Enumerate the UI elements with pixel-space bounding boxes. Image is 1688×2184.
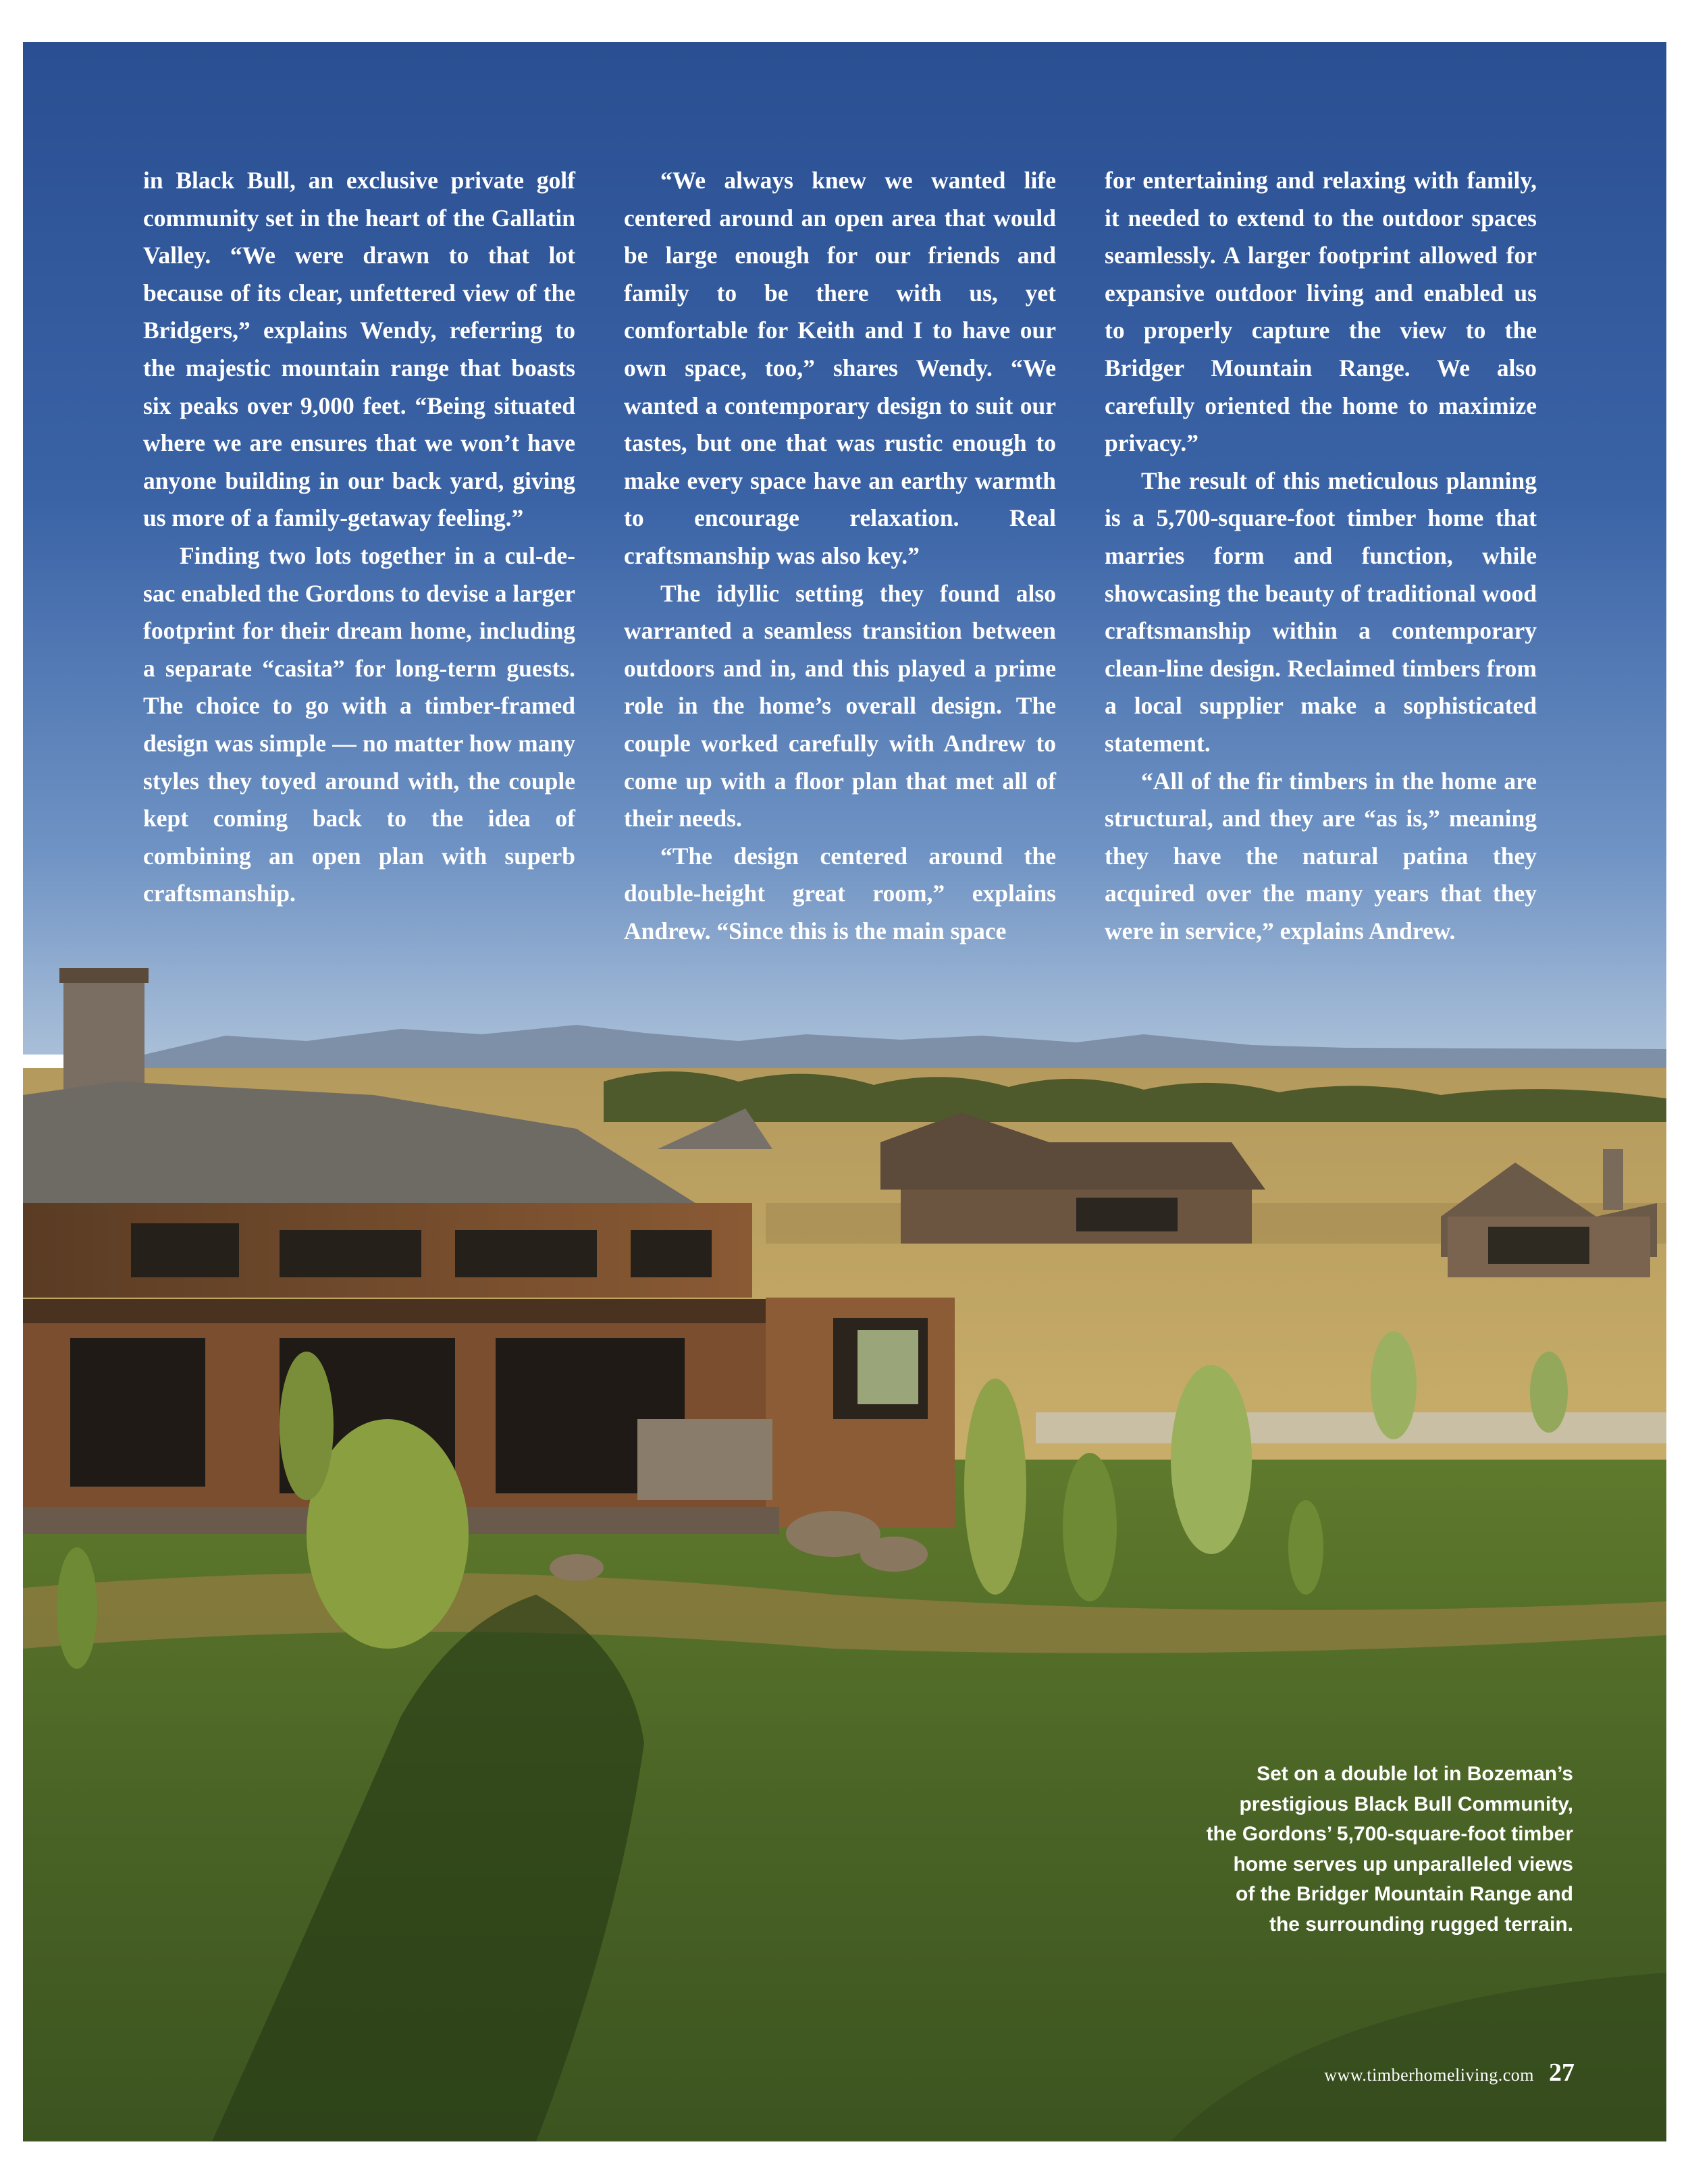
text-column-1 (143, 162, 575, 913)
website-url: www.timberhomeliving.com (1324, 2065, 1534, 2085)
photo-spread (23, 42, 1666, 2141)
page-footer (1324, 2058, 1575, 2087)
paragraph: “We always knew we wanted life centered around an open area that would be large enough for our friends and family to be there with us, yet comfortable for Keith and I to have our own space, too,” shares Wendy. “We wanted a contemporary design to suit our tastes, but one that was rustic enough to make every space have an earthy warmth to encourage relaxation. Real craftsmanship was also key.” (624, 167, 1056, 569)
page-number: 27 (1549, 2058, 1575, 2087)
caption-line: Set on a double lot in Bozeman’s (1257, 1763, 1573, 1785)
photo-caption (1141, 1759, 1573, 1940)
caption-line: home serves up unparalleled views (1233, 1853, 1573, 1875)
paragraph: Finding two lots together in a cul-de-sac enabled the Gordons to devise a larger footprint for their dream home, including a separate “casita” for long-term guests. The choice to go with a timber-framed design was simple — no matter how many styles they toyed around with, the couple kept coming back to the idea of combining an open plan with superb craftsmanship. (143, 541, 575, 907)
paragraph: The idyllic setting they found also warranted a seamless transition between outdoors and in, and this played a prime role in the home’s overall design. The couple worked carefully with Andrew to come up with a floor plan that met all of their needs. (624, 579, 1056, 832)
caption-line: the surrounding rugged terrain. (1269, 1913, 1573, 1936)
outdoor-kitchen (637, 1419, 772, 1500)
timber-beam (23, 1299, 766, 1323)
gravel-path (1036, 1412, 1666, 1443)
text-column-2 (624, 162, 1056, 950)
paragraph: for entertaining and relaxing with family, it needed to extend to the outdoor spaces seamlessly. A larger footprint allowed for expansive outdoor living and enabled us to properly capture the view to the Bridger Mountain Range. We also carefully oriented the home to maximize privacy.” (1105, 167, 1537, 457)
text-column-3 (1105, 162, 1537, 950)
paragraph: “The design centered around the double-height great room,” explains Andrew. “Since this is the main space (624, 842, 1056, 944)
paragraph: “All of the fir timbers in the home are structural, and they are “as is,” meaning they have the natural patina they acquired over the many years that they were in service,” explains Andrew. (1105, 767, 1537, 944)
paragraph: The result of this meticulous planning is a 5,700-square-foot timber home that marries form and function, while showcasing the beauty of traditional wood craftsmanship within a contemporary clean-line design. Reclaimed timbers from a local supplier make a sophisticated statement. (1105, 467, 1537, 757)
paragraph: in Black Bull, an exclusive private golf community set in the heart of the Gallatin Valley. “We were drawn to that lot because of its clear, unfettered view of the Bridgers,” explains Wendy, referring to the majestic mountain range that boasts six peaks over 9,000 feet. “Being situated where we are ensures that we won’t have anyone building in our back yard, giving us more of a family-getaway feeling.” (143, 167, 575, 532)
caption-line: of the Bridger Mountain Range and (1236, 1883, 1573, 1906)
caption-line: the Gordons’ 5,700-square-foot timber (1206, 1823, 1573, 1846)
caption-line: prestigious Black Bull Community, (1239, 1792, 1573, 1815)
